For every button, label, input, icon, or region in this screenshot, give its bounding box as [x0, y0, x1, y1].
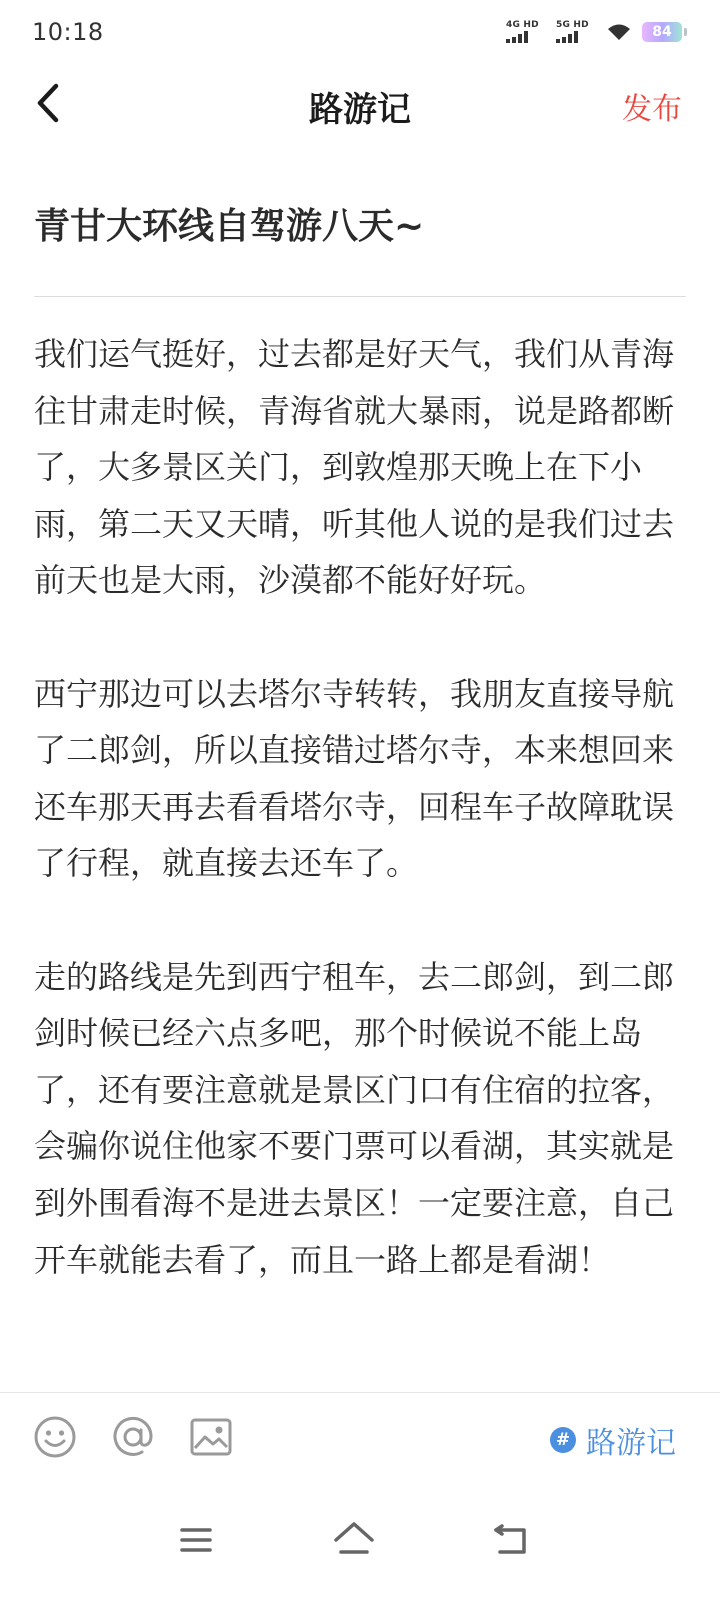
home-button[interactable]: [332, 1518, 376, 1562]
topic-label: 路游记: [586, 1426, 676, 1461]
title-divider: [34, 296, 686, 297]
status-icons: [506, 20, 682, 43]
topic-link[interactable]: [550, 1418, 676, 1462]
page-title: 路游记: [309, 90, 411, 130]
smiley-icon: [30, 1412, 80, 1462]
system-nav-bar: [0, 1488, 720, 1600]
publish-button[interactable]: 发布: [622, 92, 682, 127]
menu-icon: [174, 1518, 218, 1562]
image-button[interactable]: [186, 1412, 236, 1462]
hashtag-icon: #: [550, 1427, 576, 1453]
network-label-4g: 4G HD: [506, 20, 539, 30]
post-body-editor[interactable]: 我们运气挺好，过去都是好天气，我们从青海往甘肃走时候，青海省就大暴雨，说是路都断了，大多景区关门，到敦煌那天晚上在下小雨，第二天又天晴，听其他人说的是我们过去前天也是大雨，沙漠都不能好好玩。 西宁那边可以去塔尔寺转转，我朋友直接导航了二郎剑，所以直接错过塔尔寺，本来想回来还车那天再去看看塔尔寺，回程车子故障耽误了行程，就直接去还车了。 走的路线是先到西宁租车，去二郎剑，到二郎剑时候已经六点多吧，那个时候说不能上岛了，还有要注意就是景区门口有住宿的拉客，会骗你说住他家不要门票可以看湖，其实就是到外围看海不是进去景区！一定要注意，自己开车就能去看了，而且一路上都是看湖！: [34, 335, 675, 1279]
at-icon: [108, 1412, 158, 1462]
signal-4g-icon: [506, 20, 546, 43]
signal-5g-icon: [556, 20, 596, 43]
recents-button[interactable]: [174, 1518, 218, 1562]
back-nav-button[interactable]: [490, 1518, 534, 1562]
emoji-button[interactable]: [30, 1412, 80, 1462]
back-icon: [490, 1518, 534, 1562]
status-time: 10:18: [32, 18, 104, 46]
battery-level: 84: [652, 23, 672, 40]
battery-icon: [642, 22, 682, 42]
post-title-input[interactable]: 青甘大环线自驾游八天~: [34, 206, 425, 247]
status-bar: [0, 0, 720, 66]
app-header: [0, 66, 720, 144]
wifi-icon: [606, 22, 632, 42]
home-icon: [332, 1518, 376, 1562]
editor-toolbar: [0, 1400, 720, 1480]
mention-button[interactable]: [108, 1412, 158, 1462]
toolbar-divider: [0, 1392, 720, 1393]
image-icon: [186, 1412, 236, 1462]
network-label-5g: 5G HD: [556, 20, 589, 30]
